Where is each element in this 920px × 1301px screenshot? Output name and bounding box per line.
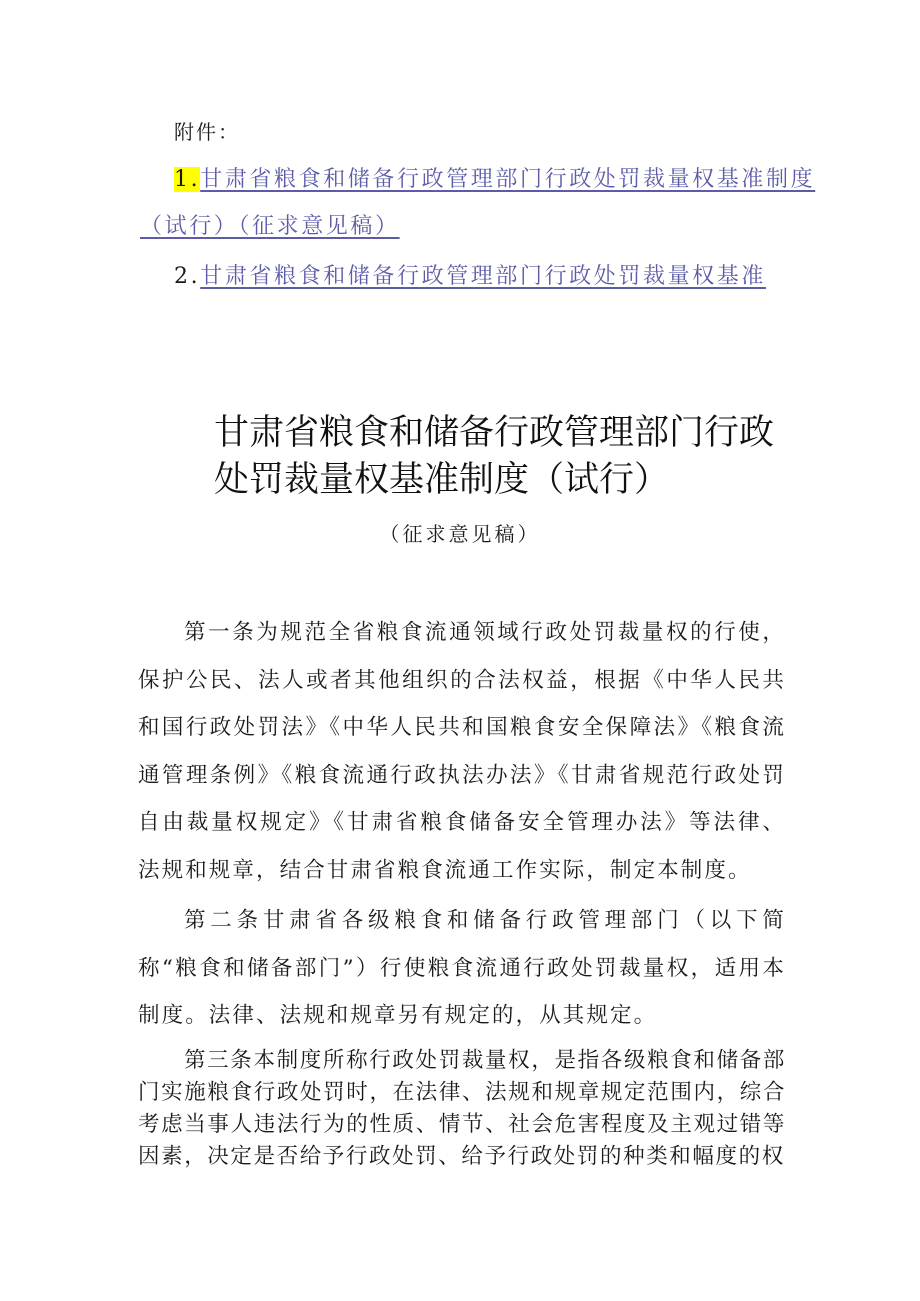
attachment-link-1-continued[interactable]: （试行）（征求意见稿）	[140, 214, 400, 239]
attachment-link-1[interactable]: 甘肃省粮食和储备行政管理部门行政处罚裁量权基准制度	[200, 167, 816, 192]
subtitle-draft: （征求意见稿）	[379, 522, 541, 546]
article-2: 第二条甘肃省各级粮食和储备行政管理部门（以下简称“粮食和储备部门”）行使粮食流通行政处罚裁量权，适用本制度。法律、法规和规章另有规定的，从其规定。	[138, 908, 786, 1028]
attachment-link-2[interactable]: 甘肃省粮食和储备行政管理部门行政处罚裁量权基准	[200, 264, 767, 289]
title-line-2: 处罚裁量权基准制度（试行）	[214, 460, 670, 500]
attachment-item-1	[174, 162, 815, 193]
title-line-1: 甘肃省粮食和储备行政管理部门行政	[214, 413, 775, 453]
article-1: 第一条为规范全省粮食流通领域行政处罚裁量权的行使，保护公民、法人或者其他组织的合法权益，根据《中华人民共和国行政处罚法》《中华人民共和国粮食安全保障法》《粮食流通管理条例》《粮食流通行政执法办法》《甘肃省规范行政处罚自由裁量权规定》《甘肃省粮食储备安全管理办法》等法律、法规和规章，结合甘肃省粮食流通工作实际，制定本制度。	[138, 620, 786, 883]
attachment-item-2	[174, 259, 766, 290]
attachment-item-1-continued	[140, 209, 400, 240]
article-3: 第三条本制度所称行政处罚裁量权，是指各级粮食和储备部门实施粮食行政处罚时，在法律、法规和规章规定范围内，综合考虑当事人违法行为的性质、情节、社会危害程度及主观过错等因素，决定是否给予行政处罚、给予行政处罚的种类和幅度的权	[138, 1048, 786, 1169]
attachment-label: 附件：	[174, 120, 240, 144]
attachment-number-2: 2.	[174, 264, 201, 289]
attachment-number-1: 1.	[174, 167, 201, 192]
page-title	[214, 410, 814, 504]
